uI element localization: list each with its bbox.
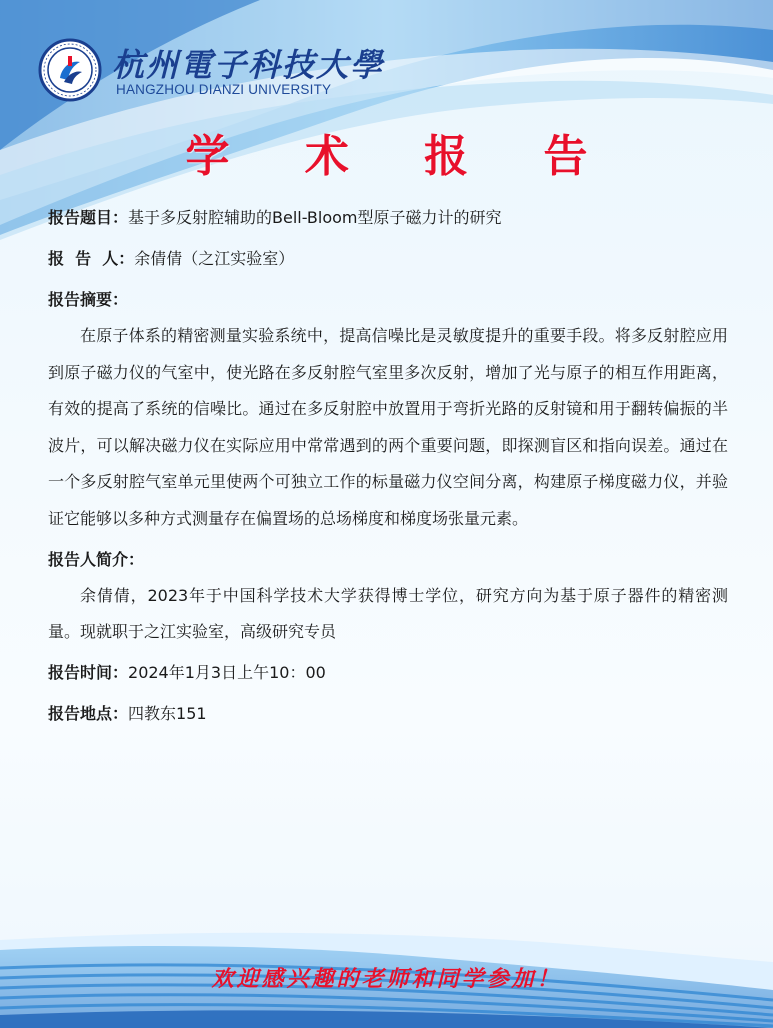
university-name-cn: 杭州電子科技大學 xyxy=(112,46,385,84)
time-label: 报告时间： xyxy=(48,662,129,682)
university-emblem-icon xyxy=(38,38,102,102)
abstract-label: 报告摘要： xyxy=(48,290,129,309)
location-value: 四教东151 xyxy=(128,703,207,723)
location-row xyxy=(48,698,728,730)
bio-text: 余倩倩，2023年于中国科学技术大学获得博士学位，研究方向为基于原子器件的精密测量。现就职于之江实验室，高级研究专员 xyxy=(48,585,728,642)
page-title: 学 术 报 告 xyxy=(185,131,618,182)
topic-row xyxy=(48,202,728,234)
abstract-label-row xyxy=(48,284,728,316)
location-label: 报告地点： xyxy=(48,703,129,723)
time-value: 2024年1月3日上午10：00 xyxy=(128,662,326,682)
welcome-footer: 欢迎感兴趣的老师和同学参加！ xyxy=(211,966,562,992)
speaker-label: 报 告 人： xyxy=(48,249,135,268)
abstract-text: 在原子体系的精密测量实验系统中，提高信噪比是灵敏度提升的重要手段。将多反射腔应用到原子磁力仪的气室中，使光路在多反射腔气室里多次反射，增加了光与原子的相互作用距离，有效的提高了系统的信噪比。通过在多反射腔中放置用于弯折光路的反射镜和用于翻转偏振的半波片，可以解决磁力仪在实际应用中常常遇到的两个重要问题，即探测盲区和指向误差。通过在一个多反射腔气室单元里使两个可独立工作的标量磁力仪空间分离，构建原子梯度磁力仪，并验证它能够以多种方式测量存在偏置场的总场梯度和梯度场张量元素。 xyxy=(48,326,728,528)
report-details xyxy=(48,202,728,730)
speaker-value: 余倩倩（之江实验室） xyxy=(134,249,295,268)
bio-label: 报告人简介： xyxy=(48,549,145,569)
university-name-en: HANGZHOU DIANZI UNIVERSITY xyxy=(116,82,332,97)
time-row xyxy=(48,657,728,689)
speaker-row xyxy=(48,243,728,275)
bio-label-row xyxy=(48,544,728,576)
topic-label: 报告题目： xyxy=(48,208,129,227)
topic-value: 基于多反射腔辅助的Bell-Bloom型原子磁力计的研究 xyxy=(128,208,502,227)
